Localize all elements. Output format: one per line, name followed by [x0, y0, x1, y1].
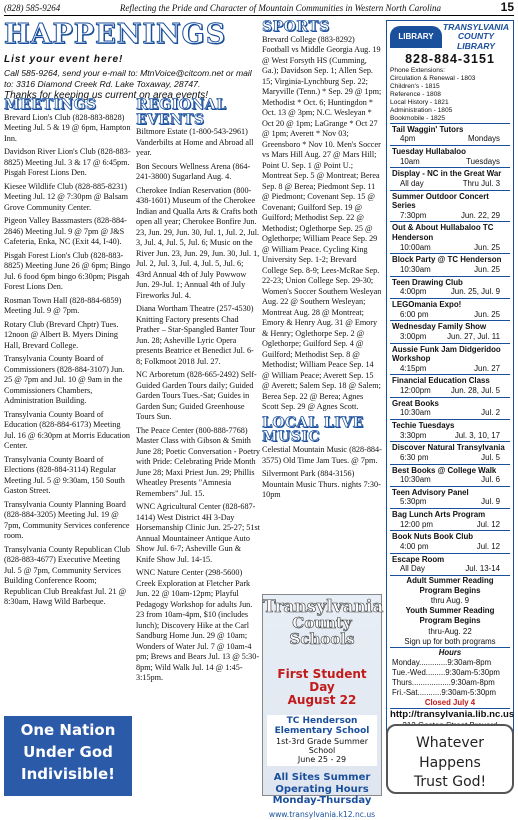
event-when — [392, 364, 510, 374]
event-date: Jun. 25 — [474, 265, 500, 275]
library-top — [390, 23, 510, 51]
event-time: All day — [400, 178, 424, 188]
event-date: Jul. 13-14 — [465, 564, 500, 574]
poster-camp: 1st-3rd Grade Summer School — [275, 736, 369, 756]
trust-line: Whatever Happens — [415, 735, 485, 771]
closed-note: Closed July 4 — [424, 697, 476, 707]
event-time: 10:30am — [400, 265, 431, 275]
event-when — [392, 287, 510, 297]
meetings-list — [4, 113, 132, 608]
event-name: Techie Tuesdays — [392, 421, 455, 430]
library-event — [390, 343, 510, 375]
library-events — [390, 123, 510, 575]
summer-line: thru Aug. 9 — [430, 596, 470, 606]
event-time: 6:30 pm — [400, 452, 429, 462]
header-tagline: Reflecting the Pride and Character of Mountain Communities in Western North Carolina — [119, 3, 441, 14]
event-name: Display - NC in the Great War — [392, 169, 502, 179]
page-header — [4, 2, 514, 16]
sports-heading: SPORTS — [262, 19, 330, 35]
trust-god-banner — [386, 724, 514, 794]
list-item: Transylvania County Planning Board (828-884-3205) Meeting Jul. 19 @ 7pm, Community Services conference room. — [4, 499, 130, 541]
one-nation-line: Indivisible! — [20, 764, 116, 783]
library-hours — [390, 647, 510, 708]
list-item: Reference - 1808 — [390, 91, 441, 99]
event-date: Jun. 27 — [474, 363, 500, 373]
event-when — [392, 179, 510, 189]
poster-school: TC Henderson Elementary School — [274, 716, 370, 736]
list-item: Administration - 1805 — [390, 106, 453, 114]
list-item: WNC Nature Center (298-5600) Creek Exploration at Fletcher Park Jun. 22 @ 10am-12pm; Playful Pedagogy Workshop for adults Jun. 23 from 10am-4pm, $10 (includes lunch); Discovery Hike at the Carl Sandburg Home Jun. 29 @ 10am; Wonders of Water Jul. 7 @ 10am-4 pm; Brews and Bears Jul. 13 @ 5:30-8pm; Wild Walk Jul. 14 @ 1:45-3:15pm. — [136, 568, 260, 683]
event-date: Jun. 25, Jul. 9 — [450, 287, 500, 297]
list-item: Brevard Lion's Club (828-883-8828) Meeting Jul. 5 & 19 @ 6pm, Hampton Inn. — [4, 112, 131, 143]
event-time: 4:00pm — [400, 287, 427, 297]
event-name: Discover Natural Transylvania — [392, 443, 505, 453]
list-item: Thurs..................9:30am-8pm — [392, 677, 495, 687]
library-event — [390, 167, 510, 189]
hours-title: Hours — [438, 647, 462, 657]
event-name: Summer Outdoor Concert Series — [392, 191, 489, 211]
list-item: Circulation & Renewal - 1803 — [390, 75, 476, 83]
event-date: Thru Jul. 3 — [462, 178, 500, 188]
local-live-heading: LOCAL LIVE MUSIC — [262, 414, 364, 446]
list-item: WNC Agricultural Center (828-687-1414) West District 4H 3-Day Horsemanship Clinic Jun. 25-27; 51st Annual Mountaineer Antique Auto Show Jul. 6-7; Asheville Gun & Knife Show Jul. 14-15. — [136, 502, 260, 564]
list-item: Diana Wortham Theatre (257-4530) Knitting Factory presents Chad Prather – Star-Spangled Banter Tour Jun. 28; Asheville Lyric Opera presents Beatrice et Benedict Jul. 6-8; Folkmoot 2018 Jul. 27. — [136, 304, 256, 366]
list-item: Bon Secours Wellness Arena (864-241-3800) Sugarland Aug. 4. — [136, 161, 251, 182]
library-logo-icon: LIBRARY — [390, 26, 442, 48]
event-when — [392, 564, 510, 574]
schools-poster — [262, 594, 384, 819]
event-time: 10:00am — [400, 242, 431, 252]
library-name: TRANSYLVANIA COUNTY LIBRARY — [442, 22, 510, 51]
event-name: Wednesday Family Show — [392, 322, 487, 332]
event-when — [392, 386, 510, 396]
event-time: 3:30pm — [400, 430, 427, 440]
event-date: Jul. 3, 10, 17 — [454, 430, 500, 440]
event-date: Jul. 5 — [481, 452, 500, 462]
list-item: Fri.-Sat...........9:30am-5:30pm — [392, 687, 496, 697]
local-live-list — [262, 445, 382, 501]
event-date: Jun. 22, 29 — [460, 210, 500, 220]
event-when — [392, 310, 510, 320]
list-item: Monday.............9:30am-8pm — [392, 657, 492, 667]
event-when — [392, 134, 510, 144]
event-when — [392, 475, 510, 485]
event-when — [392, 157, 510, 167]
happenings-subtitle: List your event here! — [4, 53, 124, 65]
happenings-thanks: Thanks for keeping us current on area events! — [4, 89, 209, 101]
library-event — [390, 464, 510, 486]
library-event — [390, 145, 510, 167]
summer-line: thru-Aug. 22 — [428, 626, 472, 636]
sports-column — [262, 20, 382, 592]
event-date: Jul. 9 — [481, 497, 500, 507]
library-event — [390, 190, 510, 222]
regional-list — [136, 127, 260, 684]
event-name: Book Nuts Book Club — [392, 532, 474, 542]
list-item: Biltmore Estate (1-800-543-2961) Vanderbilts at Home and Abroad all year. — [136, 127, 254, 158]
list-item: Children's - 1815 — [390, 83, 440, 91]
event-when — [392, 520, 510, 530]
event-name: Block Party @ TC Henderson — [392, 255, 502, 265]
event-when — [392, 243, 510, 253]
event-date: Jul. 12 — [476, 542, 500, 552]
summer-line: Adult Summer Reading Program Begins — [406, 575, 494, 596]
one-nation-line: Under God — [23, 742, 113, 761]
event-when — [392, 431, 510, 441]
event-time: 10:30am — [400, 408, 431, 418]
event-time: 3:00pm — [400, 331, 427, 341]
poster-url[interactable]: www.transylvania.k12.nc.us — [268, 809, 376, 819]
library-url[interactable]: http://transylvania.lib.nc.us — [390, 708, 515, 720]
meetings-column — [4, 98, 132, 712]
poster-dates: June 25 - 29 — [297, 755, 347, 765]
library-event — [390, 298, 510, 320]
event-name: Escape Room — [392, 554, 445, 564]
regional-heading: REGIONAL EVENTS — [136, 97, 227, 128]
hours-list — [392, 658, 508, 698]
library-column — [386, 20, 514, 720]
library-phone: 828-884-3151 — [405, 52, 495, 67]
library-event — [390, 253, 510, 275]
list-item: Kiesee Wildlife Club (828-885-8231) Meeting Jul. 12 @ 7:30pm @ Balsam Grove Community Center. — [4, 181, 129, 212]
event-date: Jul. 6 — [481, 475, 500, 485]
list-item: Transylvania County Board of Education (828-884-6173) Meeting Jul. 16 @ 6:30pm at Morris Education Center. — [4, 409, 131, 451]
poster-all-sites: All Sites Summer Operating Hours Monday-Thursday — [272, 772, 372, 807]
list-item: Transylvania County Board of Elections (828-884-3114) Regular Meeting Jul. 5 @ 9:30am, 150 South Gaston Street. — [4, 454, 125, 496]
poster-line1: Transylvania — [263, 597, 384, 617]
happenings-title: HAPPENINGS — [4, 19, 227, 50]
event-name: Teen Advisory Panel — [392, 487, 469, 497]
event-date: Jun. 28, Jul. 5 — [450, 386, 500, 396]
event-when — [392, 332, 510, 342]
event-date: Tuesdays — [466, 156, 500, 166]
poster-line2: County Schools — [289, 614, 355, 648]
list-item: Cherokee Indian Reservation (800-438-1601) Museum of the Cherokee Indian and Qualla Arts & Crafts both open all year; Cherokee Bonfire Jun. 23, Jun. 29, Jun. 30, Jul. 1, Jul. 2, Jul. 3, Jul. 4, Jul. 5, Jul. 6; Music on the River Jun. 23, Jun. 29, Jun. 30, Jul. 1, Jul. 2, Jul. 3, Jul. 4, Jul. 5, Jul. 6; 43rd Annual 4th of July Powwow Jun. 29-Jul. 1; Annual 4th of July Fireworks Jul. 4. — [136, 185, 260, 300]
event-name: Best Books @ College Walk — [392, 465, 497, 475]
event-time: All Day — [400, 564, 425, 574]
list-item: Tue.-Wed.........9:30am-5:30pm — [392, 667, 500, 677]
event-name: Aussie Funk Jam Didgeridoo Workshop — [392, 344, 501, 364]
happenings-header — [4, 18, 260, 101]
event-time: 10am — [400, 156, 420, 166]
list-item: The Peace Center (800-888-7768) Master Class with Gibson & Smith June 28; Poetic Conversation - Poetry with Pride: Celebrating Pride Month June 28; Maxi Priest Jun. 29; Phillis Wheatley Presents "Amnesia Remembers" Jul. 15. — [136, 425, 260, 498]
library-event — [390, 123, 510, 145]
one-nation-line: One Nation — [20, 721, 116, 739]
event-date: Jun. 25 — [474, 242, 500, 252]
event-name: Bag Lunch Arts Program — [392, 510, 486, 520]
event-name: Great Books — [392, 398, 439, 408]
meetings-heading: MEETINGS — [4, 97, 97, 113]
poster-summer-school — [267, 715, 377, 766]
library-event — [390, 419, 510, 441]
list-item: Bookmobile - 1825 — [390, 114, 445, 122]
header-phone: (828) 585-9264 — [4, 3, 61, 14]
event-date: Jun. 25 — [474, 309, 500, 319]
event-time: 4:15pm — [400, 363, 427, 373]
event-date: Jul. 12 — [476, 519, 500, 529]
event-when — [392, 265, 510, 275]
library-event — [390, 397, 510, 419]
trust-line: Trust God! — [413, 774, 487, 791]
poster-first-day: First Student Day — [277, 666, 367, 694]
event-when — [392, 453, 510, 463]
event-time: 4pm — [400, 134, 416, 144]
summer-line: Sign up for both programs — [404, 636, 496, 646]
event-time: 12:00 pm — [400, 519, 433, 529]
library-event — [390, 276, 510, 298]
event-name: Tail Waggin' Tutors — [392, 124, 464, 134]
list-item: Transylvania County Board of Commissioners (828-884-3107) Jun. 25 @ 7pm and Jul. 10 @ 9am in the Commissioners Chambers, Administration Building. — [4, 354, 125, 406]
list-item: Davidson River Lion's Club (828-883-8825) Meeting Jul. 3 & 17 @ 6:45pm. Pisgah Forest Lions Den. — [4, 147, 131, 178]
event-date: Jul. 2 — [481, 408, 500, 418]
library-event — [390, 374, 510, 396]
event-time: 10:30am — [400, 475, 431, 485]
event-date: Jun. 27, Jul. 11 — [447, 331, 500, 341]
library-summer — [390, 575, 510, 647]
poster-first-date: August 22 — [287, 692, 357, 707]
library-extensions — [390, 75, 510, 122]
summer-line: Youth Summer Reading Program Begins — [405, 606, 495, 626]
event-time: 5:30pm — [400, 497, 427, 507]
list-item: Pisgah Forest Lion's Club (828-883-8825) Meeting June 26 @ 6pm; Bingo Jul. 6 food 6pm bingo 6:30pm; Pisgah Forest Lions Den. — [4, 250, 131, 292]
list-item: Pigeon Valley Bassmasters (828-884-2846) Meeting Jul. 9 @ 7pm @ J&S Cafeteria, Enka, NC (Exit 44, I-40). — [4, 216, 127, 247]
list-item: Celestial Mountain Music (828-884-3575) Old Time Jam Tues. @ 7pm. — [262, 445, 382, 465]
event-when — [392, 497, 510, 507]
library-event — [390, 530, 510, 552]
list-item: Silvermont Park (884-3156) Mountain Music Thurs. nights 7:30-10pm — [262, 469, 381, 500]
event-name: Financial Education Class — [392, 376, 490, 386]
library-box — [386, 20, 514, 734]
event-time: 4:00 pm — [400, 542, 429, 552]
library-event — [390, 508, 510, 530]
event-name: Tuesday Hullabaloo — [392, 146, 466, 156]
event-time: 7:30pm — [400, 210, 427, 220]
event-time: 12:00pm — [400, 386, 431, 396]
library-event — [390, 320, 510, 342]
list-item: Rosman Town Hall (828-884-6859) Meeting Jul. 9 @ 7pm. — [4, 295, 122, 316]
library-event — [390, 553, 510, 575]
event-name: Out & About Hullabaloo TC Henderson — [392, 223, 494, 243]
list-item: NC Arboretum (828-665-2492) Self-Guided Garden Tours daily; Guided Garden Tours Tues.-Sat; Guides in Garden Sun; Guided Greenhouse Tours Sun. — [136, 370, 257, 422]
library-ext-title: Phone Extensions: — [390, 67, 445, 75]
regional-column — [136, 98, 260, 798]
event-name: Teen Drawing Club — [392, 277, 463, 287]
list-item: Transylvania County Republican Club (828-883-4677) Executive Meeting Jul. 5 @ 7pm, Community Services Building Conference Room; Republican Club Breakfast Jul. 21 @ 8:30am, Hawg Wild Barbeque. — [4, 544, 130, 607]
library-event — [390, 221, 510, 253]
happenings-instructions: Call 585-9264, send your e-mail to: MtnVoice@citcom.net or mail to: 3316 Diamond Creek Rd. Lake Toxaway, 28747. — [4, 68, 252, 89]
event-name: LEGOmania Expo! — [392, 299, 462, 309]
list-item: Brevard College (883-8292) Football vs Middle Georgia Aug. 19 @ West Forsyth HS (Cumming, Ga.); Davidson Sep. 1; Allen Sep. 15; Virginia-Lynchburg Sep. 22; Maryville (Tenn.) * Sep. 29 @ 1pm; Methodist * Oct. 6; Huntingdon * Oct. 13 @ 3pm; N.C. Wesleyan * Oct 20 @ 1pm; LaGrange * Oct 27 @ 1pm; Averett * Nov 03; Greensboro * Nov 10. Men's Soccer vs Mars Hill Aug. 27 @ Mars Hill; Point U. Sep. 1 @ Point U.; Montreat Sep. 5 @ Montreat; Berea Sep. 8 @ Berea; Piedmont Sep. 11 @ Piedmont; Covenant Sep. 15 @ Covenant; Guilford Sep. 19 @ Guilford; Methodist Sep. 22 @ Methodist; Oglethorpe Sep. 25 @ Oglethorpe; William Peace Sep. 29 @ William Peace. Cycling King University Sep. 1-2; Brevard College Sep. 8-9; Lees-McRae Sep. 22-23; Union College Sep. 29-30; Women's Soccer Southern Wesleyan Aug. 22 @ Southern Wesleyan; Montreat Aug. 28 @ Montreat; Emory & Henry Aug. 31 @ Emory & Henry; Oglethorpe Sep. 2 @ Oglethorpe; Guilford Sep. 4 @ Guilford; Methodist Sep. 8 @ Methodist; William Peace Sep. 14 @ William Peace; Averett Sep. 15 @ Averett; Salem Sep. 18 @ Salem; Berea Sep. 22 @ Berea; Agnes Scott Sep. 29 @ Agnes Scott. — [262, 34, 382, 412]
sports-list — [262, 35, 382, 413]
event-when — [392, 542, 510, 552]
library-event — [390, 486, 510, 508]
list-item: Rotary Club (Brevard Chptr) Tues. 12noon @ Albert B. Myers Dining Hall, Brevard College. — [4, 319, 119, 350]
event-time: 6:00 pm — [400, 309, 429, 319]
event-date: Mondays — [467, 134, 500, 144]
list-item: Local History - 1821 — [390, 98, 449, 106]
one-nation-banner — [4, 716, 132, 796]
event-when — [392, 408, 510, 418]
event-when — [392, 211, 510, 221]
page-number: 15 — [500, 0, 514, 14]
library-event — [390, 441, 510, 463]
